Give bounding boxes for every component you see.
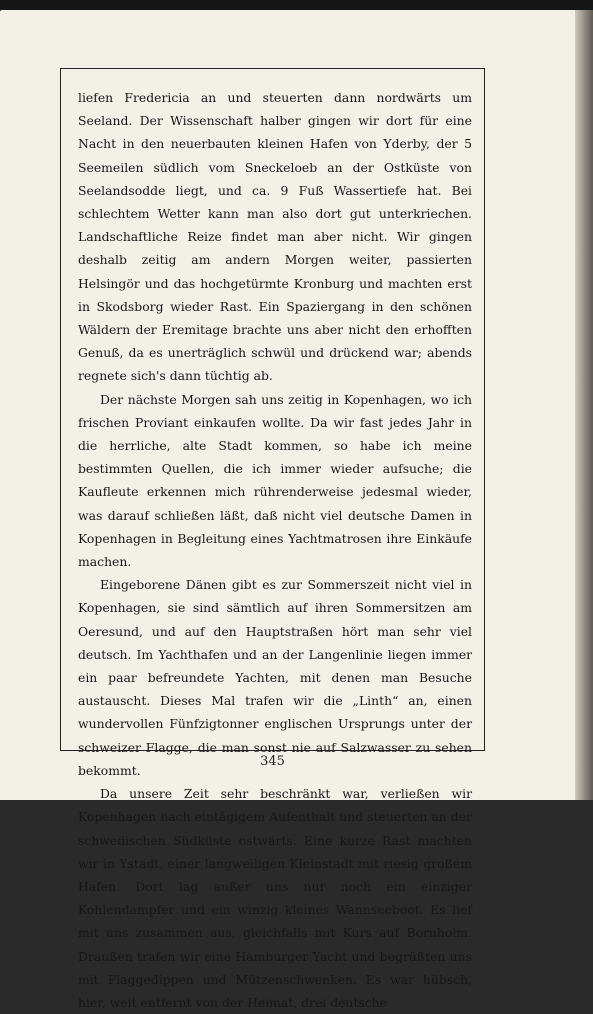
paragraph-1: liefen Fredericia an und steuerten dann nordwärts um Seeland. Der Wissenschaft halber gingen wir dort für eine Nacht in den neuerbauten kleinen Hafen von Yderby, der 5 Seemeilen südlich vom Sneckeloeb an der Ostküste von Seelandsodde liegt, und ca. 9 Fuß Wassertiefe hat. Bei schlechtem Wetter kann man also dort gut unterkriechen. Landschaftliche Reize findet man aber nicht. Wir gingen deshalb zeitig am andern Morgen weiter, passierten Helsingör und das hochgetürmte Kronburg und machten erst in Skodsborg wieder Rast. Ein Spaziergang in den schönen Wäldern der Eremitage brachte uns aber nicht den erhofften Genuß, da es unerträglich schwül und drückend war; abends regnete sich's dann tüchtig ab. xyxy=(78,90,472,384)
page-number: 345 xyxy=(260,754,285,769)
paragraph-2: Der nächste Morgen sah uns zeitig in Kopenhagen, wo ich frischen Proviant einkaufen wollte. Da wir fast jedes Jahr in die herrliche, alte Stadt kommen, so habe ich meine bestimmten Quellen, die ich immer wieder aufsuche; die Kaufleute erkennen mich rührenderweise jedesmal wieder, was darauf schließen läßt, daß nicht viel deutsche Damen in Kopenhagen in Begleitung eines Yachtmatrosen ihre Einkäufe machen. xyxy=(78,391,472,570)
body-text xyxy=(78,86,472,1014)
paragraph-3: Eingeborene Dänen gibt es zur Sommerszeit nicht viel in Kopenhagen, sie sind sämtlich auf ihren Sommersitzen am Oeresund, und auf den Hauptstraßen hört man sehr viel deutsch. Im Yachthafen und an der Langenlinie liegen immer ein paar befreundete Yachten, mit denen man Besuche austauscht. Dieses Mal trafen wir die „Linth“ an, einen wundervollen Fünfzigtonner englischen Ursprungs unter der schweizer Flagge, die man sonst nie auf Salzwasser zu sehen bekommt. xyxy=(78,577,472,778)
page-edge xyxy=(575,10,593,800)
paragraph-4: Da unsere Zeit sehr beschränkt war, verließen wir Kopenhagen nach eintägigem Aufenthalt und steuerten an der schwedischen Südküste ostwärts. Eine kurze Rast machten wir in Ystadt, einer langweiligen Kleinstadt mit riesig großem Hafen. Dort lag außer uns nur noch ein einziger Kohlendampfer und ein winzig kleines Wannseeboot. Es lief mit uns zusammen aus, gleichfalls mit Kurs auf Bornholm. Draußen trafen wir eine Hamburger Yacht und begrüßten uns mit Flaggedippen und Mützenschwenken. Es war hübsch, hier, weit entfernt von der Heimat, drei deutsche xyxy=(78,786,472,1010)
